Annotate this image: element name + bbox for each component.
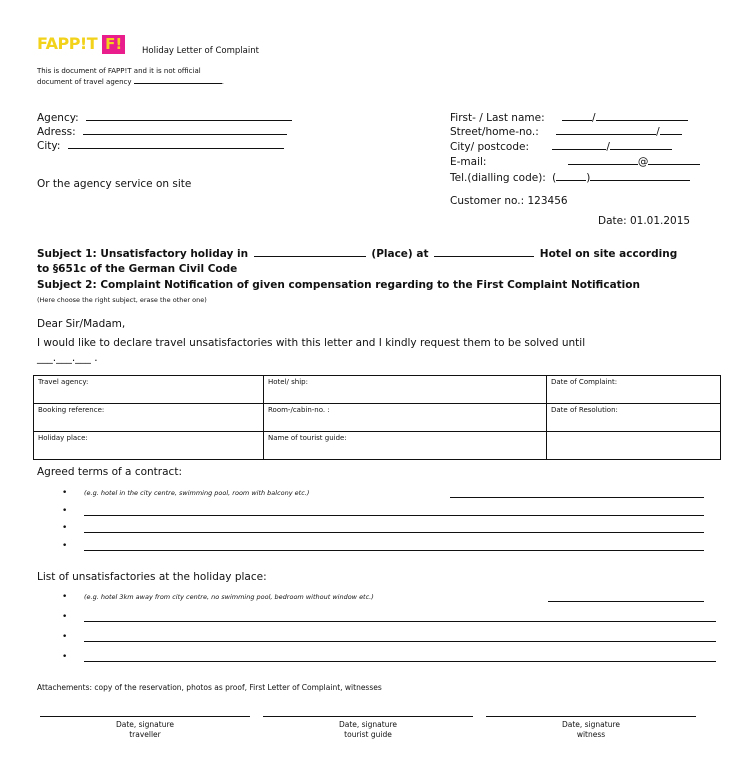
signature-label-line-2: witness: [576, 730, 606, 739]
subject-note: (Here choose the right subject, erase the other one): [37, 296, 207, 304]
tel-paren-close: ): [586, 172, 591, 184]
booking-reference-cell[interactable]: Booking reference:: [34, 404, 264, 432]
name-row: [450, 111, 688, 124]
holiday-place-cell[interactable]: Holiday place:: [34, 432, 264, 460]
customer-city-field[interactable]: [552, 140, 606, 150]
tourist-guide-cell[interactable]: Name of tourist guide:: [264, 432, 547, 460]
unsatisfactories-line-2[interactable]: [84, 621, 716, 622]
name-slash: /: [591, 112, 596, 124]
street-label: Street/home-no.:: [450, 126, 539, 138]
room-cabin-cell[interactable]: Room-/cabin-no. :: [264, 404, 547, 432]
address-label: Adress:: [37, 126, 76, 138]
tel-number-field[interactable]: [590, 171, 690, 181]
disclaimer: [37, 66, 224, 87]
disclaimer-line-2: document of travel agency .: [37, 78, 224, 86]
subject-1-hotel-field[interactable]: [434, 247, 534, 257]
empty-cell[interactable]: [547, 432, 721, 460]
agency-field[interactable]: [86, 111, 292, 121]
first-name-field[interactable]: [562, 111, 592, 121]
city-slash: /: [606, 141, 610, 153]
logo-word-1: FAPP!T: [37, 34, 98, 53]
contract-line-2[interactable]: [84, 515, 704, 516]
address-field[interactable]: [83, 125, 287, 135]
city-field[interactable]: [68, 139, 284, 149]
signature-label-line-1: Date, signature: [561, 720, 621, 729]
letter-body: I would like to declare travel unsatisfactories with this letter and I kindly request them to be solved until: [37, 337, 586, 349]
email-label: E-mail:: [450, 156, 487, 168]
signature-line-witness[interactable]: [486, 716, 696, 717]
signature-label-line-1: Date, signature: [338, 720, 398, 729]
tel-label: Tel.(dialling code):: [450, 172, 546, 184]
agency-service-note: Or the agency service on site: [37, 178, 192, 190]
table-row: [34, 376, 721, 404]
last-name-field[interactable]: [596, 111, 688, 121]
disclaimer-line-2-text: document of travel agency: [37, 78, 132, 86]
tel-row: [450, 171, 690, 184]
salutation: Dear Sir/Madam,: [37, 318, 126, 330]
unsatisfactories-line-1[interactable]: [548, 601, 704, 602]
email-at: @: [637, 156, 649, 168]
contract-line-1[interactable]: [450, 497, 704, 498]
contract-bullet-1: •: [62, 488, 68, 498]
unsatisfactories-bullet-3: •: [62, 632, 68, 642]
date-of-complaint-cell[interactable]: Date of Complaint:: [547, 376, 721, 404]
customer-no-label: Customer no.:: [450, 195, 525, 207]
unsatisfactories-line-3[interactable]: [84, 641, 716, 642]
document-title: Holiday Letter of Complaint: [142, 46, 259, 56]
subject-2: Subject 2: Complaint Notification of given compensation regarding to the First Complaint Notification: [37, 279, 640, 291]
name-label: First- / Last name:: [450, 112, 545, 124]
city-postcode-label: City/ postcode:: [450, 141, 529, 153]
customer-no-value: 123456: [527, 195, 568, 207]
postcode-field[interactable]: [610, 140, 672, 150]
date-row: [598, 215, 690, 227]
unsatisfactories-bullet-4: •: [62, 652, 68, 662]
street-row: [450, 125, 682, 138]
signature-label-traveller: [40, 720, 250, 740]
hotel-ship-cell[interactable]: Hotel/ ship:: [264, 376, 547, 404]
until-date-blank[interactable]: ___.___.___ .: [37, 352, 98, 364]
signature-label-line-2: traveller: [129, 730, 161, 739]
unsatisfactories-example: (e.g. hotel 3km away from city centre, no swimming pool, bedroom without window etc.): [84, 593, 374, 601]
logo-word-2: F!: [102, 35, 125, 54]
contract-bullet-3: •: [62, 523, 68, 533]
city-label: City:: [37, 140, 61, 152]
subject-1-text-c: Hotel on site according: [539, 248, 678, 260]
subject-1-text-a: Subject 1: Unsatisfactory holiday in: [37, 248, 249, 260]
contract-title: Agreed terms of a contract:: [37, 466, 182, 478]
contract-example: (e.g. hotel in the city centre, swimming pool, room with balcony etc.): [84, 489, 310, 497]
dialling-code-field[interactable]: [556, 171, 586, 181]
table-row: [34, 404, 721, 432]
street-field[interactable]: [556, 125, 656, 135]
email-domain-field[interactable]: [648, 155, 700, 165]
tel-paren-open: (: [552, 172, 557, 184]
date-label: Date:: [598, 215, 627, 227]
signature-label-witness: [486, 720, 696, 740]
contract-bullet-4: •: [62, 541, 68, 551]
city-postcode-row: [450, 140, 672, 153]
subject-1-text-b: (Place) at: [371, 248, 429, 260]
signature-label-tourist-guide: [263, 720, 473, 740]
travel-agency-cell[interactable]: Travel agency:: [34, 376, 264, 404]
signature-line-traveller[interactable]: [40, 716, 250, 717]
logo: [37, 34, 125, 56]
signature-line-tourist-guide[interactable]: [263, 716, 473, 717]
address-row: [37, 125, 287, 138]
disclaimer-blank[interactable]: [134, 76, 222, 84]
unsatisfactories-bullet-1: •: [62, 592, 68, 602]
date-of-resolution-cell[interactable]: Date of Resolution:: [547, 404, 721, 432]
travel-info-table: [33, 375, 721, 460]
email-row: [450, 155, 700, 168]
unsatisfactories-line-4[interactable]: [84, 661, 716, 662]
attachments: Attachements: copy of the reservation, photos as proof, First Letter of Complaint, witnesses: [37, 683, 382, 692]
table-row: [34, 432, 721, 460]
disclaimer-line-1: This is document of FAPP!T and it is not official: [37, 67, 201, 75]
contract-bullet-2: •: [62, 506, 68, 516]
unsatisfactories-title: List of unsatisfactories at the holiday place:: [37, 571, 267, 583]
contract-line-3[interactable]: [84, 532, 704, 533]
signature-label-line-2: tourist guide: [344, 730, 392, 739]
agency-label: Agency:: [37, 112, 79, 124]
date-value: 01.01.2015: [629, 215, 691, 227]
subject-1-place-field[interactable]: [254, 247, 366, 257]
house-no-field[interactable]: [660, 125, 682, 135]
city-row: [37, 139, 284, 152]
signature-label-line-1: Date, signature: [115, 720, 175, 729]
subject-1-line-1: [37, 247, 677, 260]
subject-1-line-2: to §651c of the German Civil Code: [37, 263, 238, 275]
contract-line-4[interactable]: [84, 550, 704, 551]
agency-row: [37, 111, 292, 124]
street-slash: /: [656, 126, 660, 138]
customer-no-row: [450, 195, 568, 207]
email-user-field[interactable]: [568, 155, 638, 165]
unsatisfactories-bullet-2: •: [62, 612, 68, 622]
